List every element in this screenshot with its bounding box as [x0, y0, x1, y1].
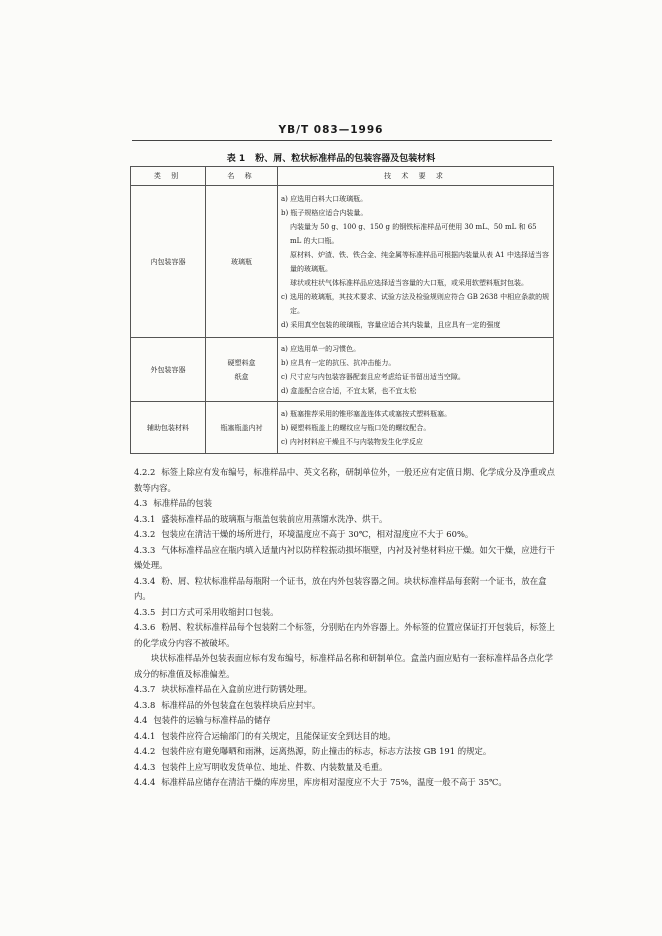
clause: [134, 620, 556, 651]
clause-number: 4.4.4: [134, 777, 156, 787]
row-name: 玻璃瓶: [206, 186, 278, 338]
clause: [134, 605, 556, 621]
clause-number: 4.3.7: [134, 684, 156, 694]
row-category: 外包装容器: [131, 338, 206, 402]
clause: [134, 543, 556, 574]
clause-text: 标准样品应储存在清洁干燥的库房里，库房相对湿度应不大于 75%，温度一般不高于 35℃。: [161, 777, 507, 787]
requirement-item: a) 瓶塞推荐采用的锥形塞盖连体式或塞按式塑料瓶塞。: [281, 409, 452, 418]
clause-number: 4.4.3: [134, 761, 156, 772]
clause-number: 4.3.3: [134, 544, 156, 555]
clause: [134, 682, 556, 698]
requirement-item: c) 内衬材料应干燥且不与内装物发生化学反应: [281, 437, 423, 446]
clause-number: 4.3.1: [134, 513, 156, 524]
row-requirements: [278, 338, 554, 402]
clause-number: 4.3.2: [134, 529, 156, 539]
row-category: 内包装容器: [131, 186, 206, 338]
table-header-row: [131, 167, 554, 186]
clause: [134, 574, 556, 605]
row-name: 瓶塞瓶盖内衬: [206, 402, 278, 454]
clause-text: 标准样品的包装: [153, 498, 212, 508]
clause-continuation: 块状标准样品外包装表面应标有发布编号，标准样品名称和研制单位。盒盖内面应贴有一套标准样品各点化学成分的标准值及标准偏差。: [134, 653, 553, 679]
requirement-subitem: 内装量为 50 g、100 g、150 g 的钢铁标准样品可使用 30 mL、50 mL 和 65 mL 的大口瓶。: [290, 222, 537, 245]
requirement-item: c) 尺寸应与内包装容器配套且应考虑给证书留出适当空隙。: [281, 372, 465, 381]
clause-text: 包装件的运输与标准样品的储存: [153, 715, 271, 725]
requirement-item: b) 硬塑料瓶盖上的螺纹应与瓶口处的螺纹配合。: [281, 423, 431, 432]
row-name: [206, 338, 278, 402]
requirement-item: b) 应具有一定的抗压、抗冲击能力。: [281, 358, 396, 367]
clause: [134, 527, 556, 543]
clause-text: 标准样品的外包装盒在包装样块后应封牢。: [161, 699, 321, 710]
header-rule: [132, 140, 552, 141]
table-row: [131, 338, 554, 402]
clause: [134, 775, 556, 791]
section-heading: [134, 496, 556, 512]
section-heading: [134, 713, 556, 729]
clause: [134, 698, 556, 714]
clause-text: 封口方式可采用收缩封口包装。: [161, 606, 279, 617]
clause-number: 4.3.4: [134, 575, 156, 586]
clause-number: 4.2.2: [134, 467, 156, 477]
clause: [134, 744, 556, 760]
row-requirements: [278, 186, 554, 338]
row-name-line: 纸盒: [234, 372, 249, 381]
clause-number: 4.4: [134, 715, 148, 725]
clause-number: 4.3.6: [134, 622, 156, 632]
clause-number: 4.4.2: [134, 746, 156, 756]
table-row: [131, 402, 554, 454]
requirement-item: d) 采用真空包装的玻璃瓶，容量应适合其内装量，且应具有一定的强度: [281, 320, 501, 329]
clause-number: 4.4.1: [134, 730, 156, 741]
clause: [134, 760, 556, 776]
standard-number: YB/T 083—1996: [278, 124, 384, 136]
row-requirements: [278, 402, 554, 454]
table-row: [131, 186, 554, 338]
requirement-item: b) 瓶子规格应适合内装量。: [281, 208, 368, 217]
clause-text: 标签上除应有发布编号，标准样品中、英文名称，研制单位外，一般还应有定值日期、化学成分及净重或点数等内容。: [134, 467, 555, 493]
requirement-item: c) 选用的玻璃瓶，其技术要求、试验方法及检验规则应符合 GB 2638 中相应条款的规定。: [281, 292, 550, 315]
clause: [134, 465, 556, 496]
row-name-line: 硬塑料盒: [227, 358, 256, 367]
clause-text: 粉、屑、粒状标准样品每瓶附一个证书，放在内外包装容器之间。块状标准样品每套附一个证书，放在盒内。: [134, 575, 547, 601]
clause: [134, 512, 556, 528]
clause-text: 气体标准样品应在瓶内填入适量内衬以防样粒振动损坏瓶壁，内衬及衬垫材料应干燥。如欠干燥，应进行干燥处理。: [134, 544, 555, 570]
clause-text: 包装件上应写明收发货单位、地址、件数、内装数量及毛重。: [161, 761, 388, 772]
clause-number: 4.3.8: [134, 699, 156, 710]
packaging-spec-table: [130, 166, 554, 454]
header-requirements: 技 术 要 求: [278, 167, 554, 186]
clause: [134, 729, 556, 745]
clause-text: 粉屑、粒状标准样品每个包装附二个标签，分别贴在内外容器上。外标签的位置应保证打开包装后，标签上的化学成分内容不被破坏。: [134, 622, 555, 648]
clause-text: 块状标准样品在入盒前应进行防锈处理。: [161, 684, 313, 694]
clause-number: 4.3.5: [134, 606, 156, 617]
row-category: 辅助包装材料: [131, 402, 206, 454]
clause-text: 包装应在清洁干燥的场所进行，环境温度应不高于 30℃，相对湿度应不大于 60%。: [161, 529, 474, 539]
requirement-item: d) 盒盖配合应合适，不宜太紧，也不宜太松: [281, 386, 417, 395]
header-category: 类 别: [131, 167, 206, 186]
table-caption: [0, 151, 662, 164]
header-name: 名 称: [206, 167, 278, 186]
clause-text: 包装件应有避免曝晒和雨淋，远离热源，防止撞击的标志，标志方法按 GB 191 的规定。: [161, 746, 492, 756]
clause-text: 包装件应符合运输部门的有关规定，且能保证安全到达目的地。: [161, 730, 396, 741]
body-text: [134, 465, 556, 791]
table-caption-number: 表 1: [226, 154, 246, 164]
requirement-item: a) 应选用白料大口玻璃瓶。: [281, 194, 368, 203]
clause-text: 盛装标准样品的玻璃瓶与瓶盖包装前应用蒸馏水洗净、烘干。: [161, 513, 388, 524]
requirement-subitem: 原材料、炉渣、铁、铁合金、纯金属等标准样品可根据内装量从表 A1 中选择适当容量的玻璃瓶。: [290, 250, 549, 273]
table-caption-title: 粉、屑、粒状标准样品的包装容器及包装材料: [255, 154, 436, 164]
requirement-item: a) 应选用单一的习惯色。: [281, 344, 361, 353]
clause-number: 4.3: [134, 498, 148, 508]
requirement-subitem: 球状或柱状气体标准样品应选择适当容量的大口瓶，或采用软塑料瓶封包装。: [290, 278, 528, 287]
